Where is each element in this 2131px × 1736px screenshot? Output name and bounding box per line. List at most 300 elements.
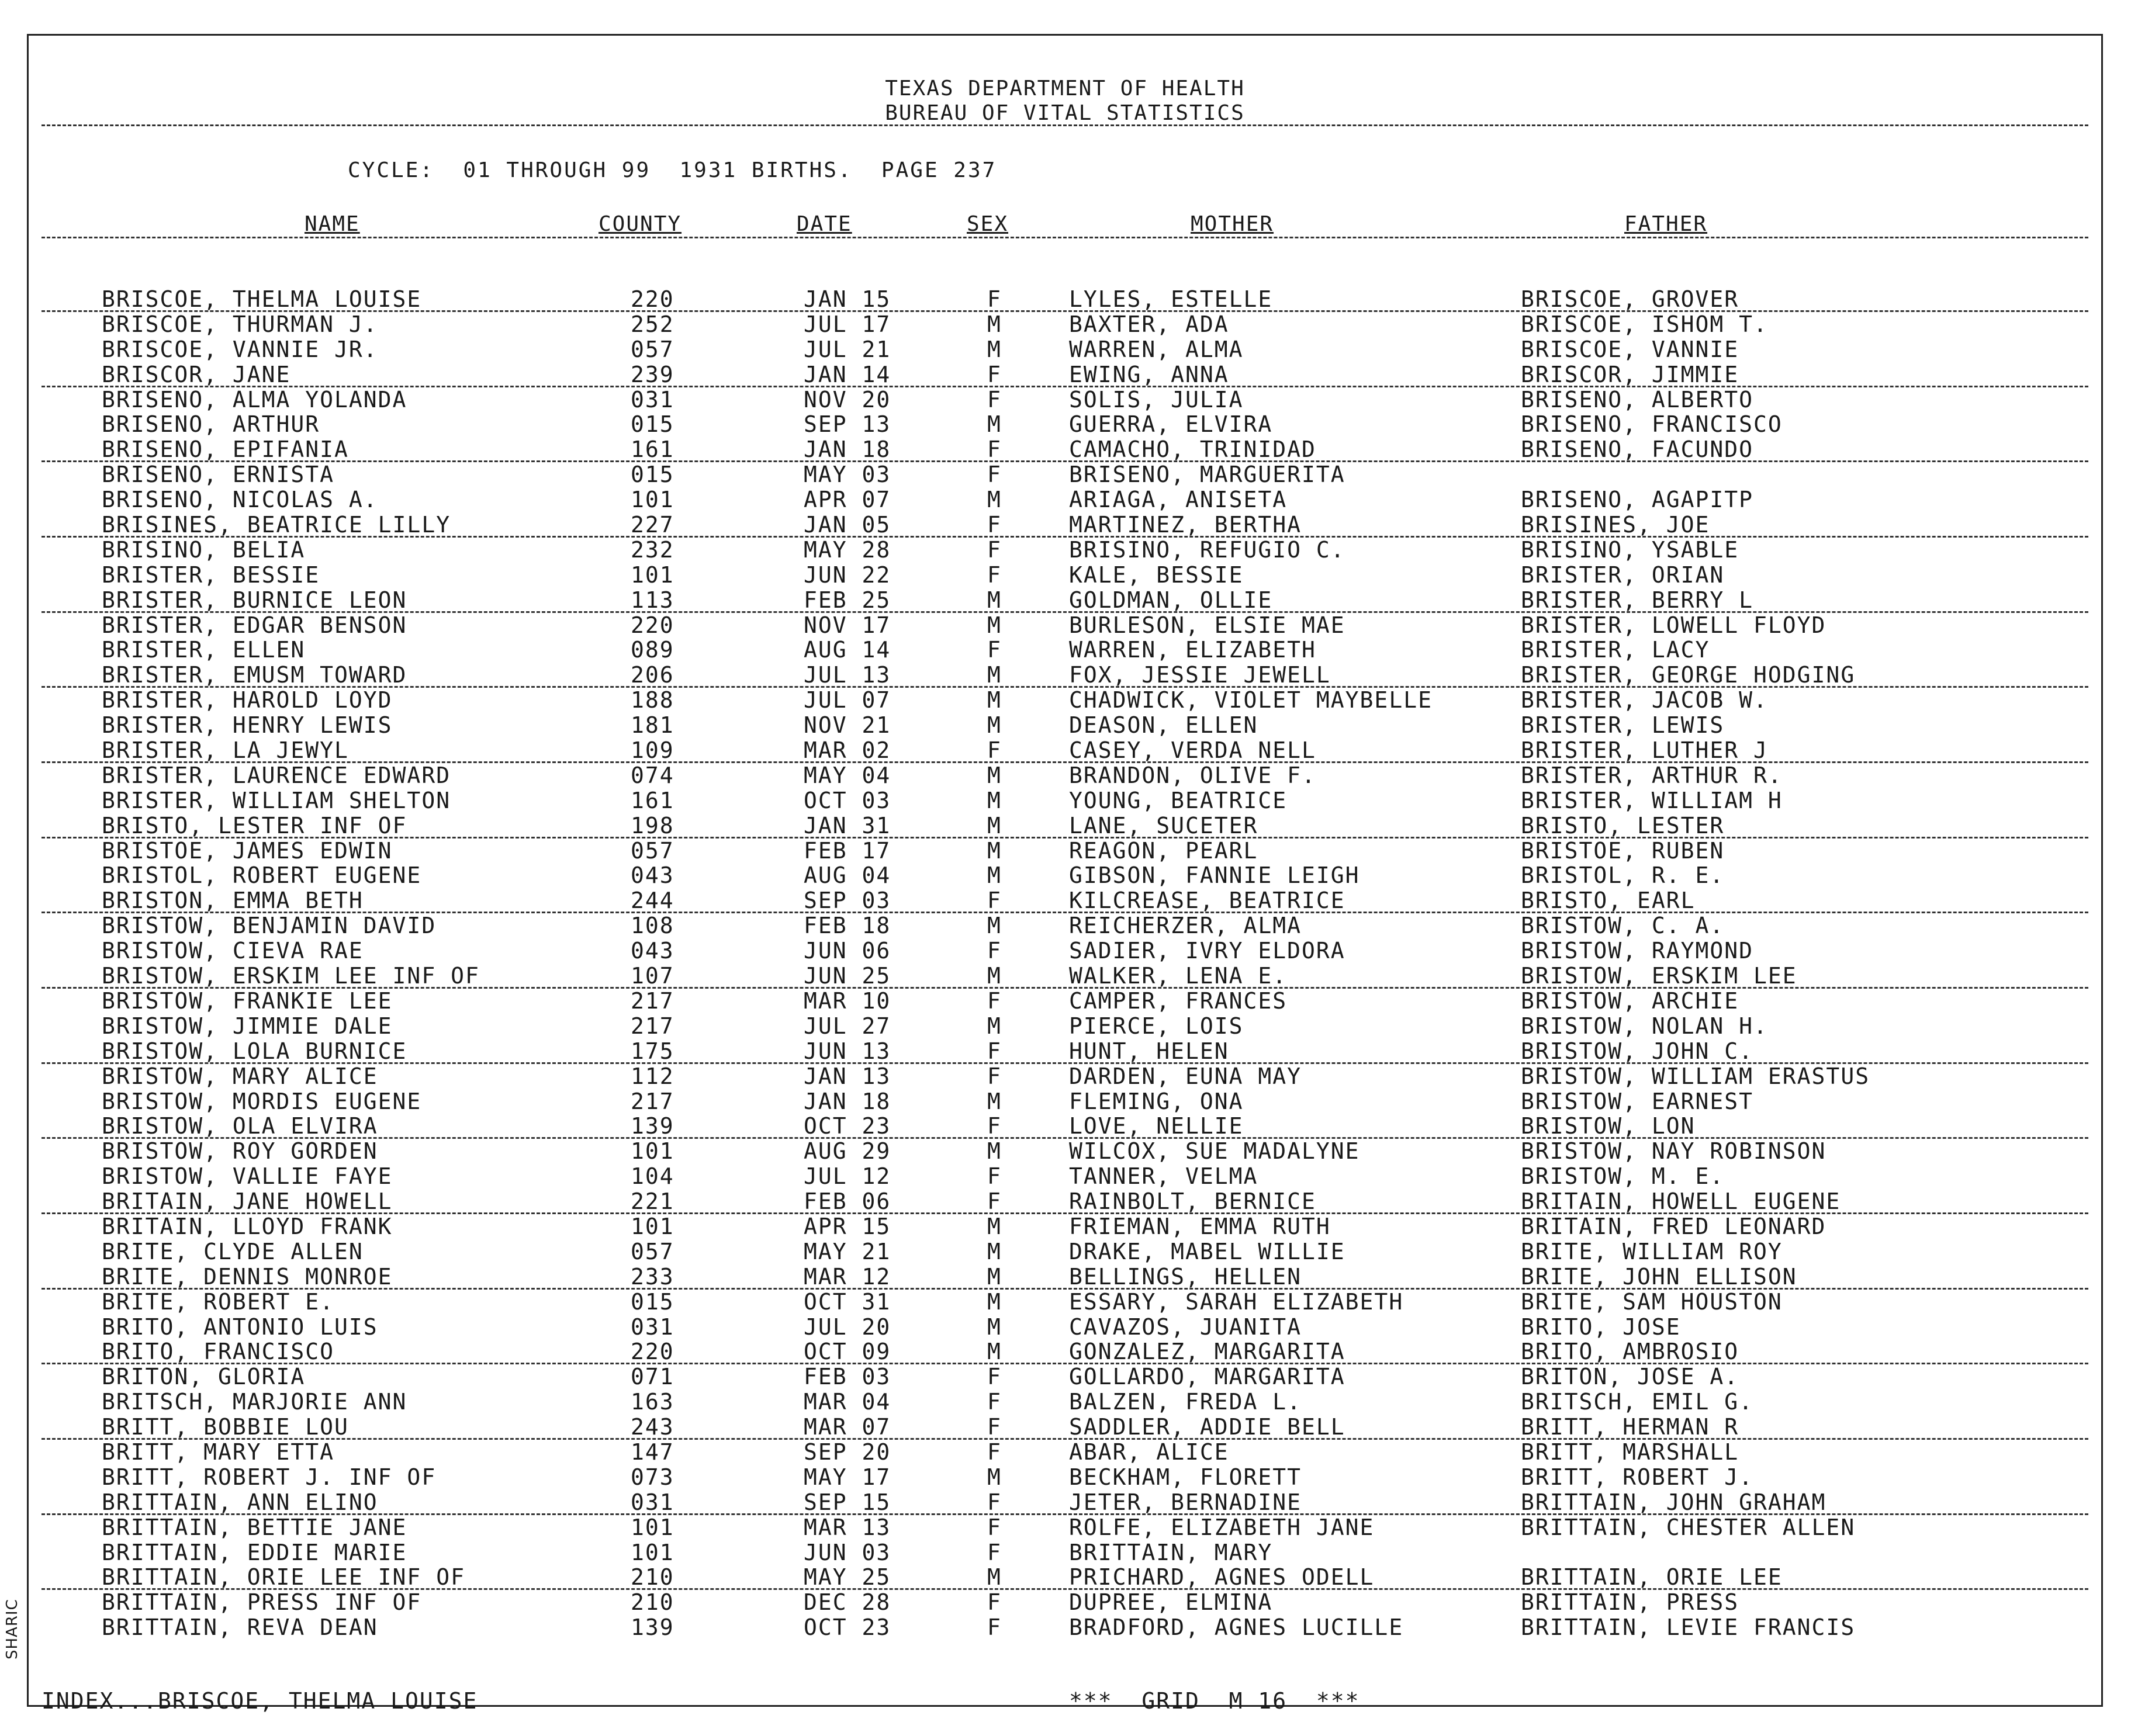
record-mother: KALE, BESSIE	[1069, 562, 1244, 588]
record-mother: BELLINGS, HELLEN	[1069, 1263, 1302, 1290]
record-mother: GOLLARDO, MARGARITA	[1069, 1364, 1345, 1390]
record-sex: F	[987, 938, 1002, 964]
record-mother: LYLES, ESTELLE	[1069, 286, 1273, 312]
index-footer: INDEX...BRISCOE, THELMA LOUISE	[41, 1688, 478, 1714]
record-county: 104	[631, 1163, 674, 1190]
record-county: 101	[631, 562, 674, 588]
record-date: JUL 27	[804, 1013, 891, 1039]
record-name: BRISINO, BELIA	[102, 536, 306, 563]
record-name: BRITO, ANTONIO LUIS	[102, 1314, 378, 1340]
record-father: BRISTOE, RUBEN	[1521, 837, 1725, 864]
record-name: BRITT, MARY ETTA	[102, 1439, 335, 1465]
record-mother: WALKER, LENA E.	[1069, 963, 1288, 989]
record-sex: F	[987, 512, 1002, 538]
record-sex: F	[987, 386, 1002, 413]
record-sex: M	[987, 587, 1002, 613]
record-father: BRISTER, LUTHER J	[1521, 737, 1768, 764]
record-father: BRISTOW, RAYMOND	[1521, 938, 1754, 964]
record-row	[29, 1440, 2101, 1465]
record-name: BRISENO, NICOLAS A.	[102, 487, 378, 513]
record-sex: M	[987, 1138, 1002, 1165]
record-county: 057	[631, 336, 674, 362]
record-sex: M	[987, 812, 1002, 838]
record-name: BRISTOW, FRANKIE LEE	[102, 987, 393, 1014]
record-name: BRITTAIN, ORIE LEE INF OF	[102, 1564, 465, 1591]
record-row	[29, 1540, 2101, 1565]
record-sex: F	[987, 361, 1002, 387]
record-mother: WARREN, ALMA	[1069, 336, 1244, 362]
column-header-date: DATE	[797, 212, 852, 236]
record-date: NOV 17	[804, 612, 891, 638]
record-name: BRISTOL, ROBERT EUGENE	[102, 862, 422, 889]
record-county: 198	[631, 812, 674, 838]
record-date: FEB 06	[804, 1188, 891, 1215]
record-county: 057	[631, 837, 674, 864]
record-father: BRISTER, LOWELL FLOYD	[1521, 612, 1826, 638]
record-date: JAN 31	[804, 812, 891, 838]
record-father: BRISENO, FRANCISCO	[1521, 411, 1783, 438]
record-name: BRISTER, ELLEN	[102, 637, 306, 663]
record-father: BRISCOE, GROVER	[1521, 286, 1739, 312]
record-sex: M	[987, 1238, 1002, 1264]
record-date: FEB 25	[804, 587, 891, 613]
record-mother: MARTINEZ, BERTHA	[1069, 512, 1302, 538]
column-header-mother: MOTHER	[1191, 212, 1274, 236]
record-date: FEB 17	[804, 837, 891, 864]
record-row	[29, 337, 2101, 362]
record-mother: CAVAZOS, JUANITA	[1069, 1314, 1302, 1340]
record-mother: FOX, JESSIE JEWELL	[1069, 662, 1331, 688]
record-row	[29, 738, 2101, 763]
record-date: MAR 12	[804, 1263, 891, 1290]
record-row	[29, 1315, 2101, 1340]
record-mother: EWING, ANNA	[1069, 361, 1229, 387]
record-father: BRISTER, ORIAN	[1521, 562, 1725, 588]
record-father: BRISTER, LACY	[1521, 637, 1710, 663]
department-title: TEXAS DEPARTMENT OF HEALTH	[885, 77, 1245, 101]
record-sex: F	[987, 1514, 1002, 1540]
record-county: 031	[631, 1489, 674, 1515]
record-name: BRISTOE, JAMES EDWIN	[102, 837, 393, 864]
record-name: BRITE, CLYDE ALLEN	[102, 1238, 364, 1264]
record-row	[29, 888, 2101, 913]
record-county: 217	[631, 1013, 674, 1039]
record-county: 161	[631, 787, 674, 813]
record-date: SEP 20	[804, 1439, 891, 1465]
record-row	[29, 1590, 2101, 1615]
record-row	[29, 1089, 2101, 1114]
record-name: BRISTOW, VALLIE FAYE	[102, 1163, 393, 1190]
record-name: BRISENO, EPIFANIA	[102, 436, 349, 463]
record-row	[29, 913, 2101, 938]
record-mother: CAMACHO, TRINIDAD	[1069, 436, 1316, 463]
record-county: 101	[631, 1514, 674, 1540]
record-mother: REICHERZER, ALMA	[1069, 913, 1302, 939]
record-name: BRISTER, EMUSM TOWARD	[102, 662, 407, 688]
record-sex: M	[987, 487, 1002, 513]
record-sex: F	[987, 888, 1002, 914]
record-row	[29, 763, 2101, 788]
column-header-father: FATHER	[1624, 212, 1708, 236]
record-sex: M	[987, 1288, 1002, 1315]
record-father: BRITSCH, EMIL G.	[1521, 1389, 1754, 1415]
record-mother: DARDEN, EUNA MAY	[1069, 1063, 1302, 1089]
record-father: BRISTOW, ARCHIE	[1521, 987, 1739, 1014]
record-date: SEP 13	[804, 411, 891, 438]
record-date: JUN 25	[804, 963, 891, 989]
record-date: MAR 10	[804, 987, 891, 1014]
record-sex: M	[987, 963, 1002, 989]
record-date: JUL 07	[804, 687, 891, 713]
record-county: 147	[631, 1439, 674, 1465]
record-name: BRISTOW, JIMMIE DALE	[102, 1013, 393, 1039]
record-county: 112	[631, 1063, 674, 1089]
record-county: 043	[631, 938, 674, 964]
record-county: 057	[631, 1238, 674, 1264]
record-name: BRISENO, ERNISTA	[102, 462, 335, 488]
record-name: BRISCOE, THELMA LOUISE	[102, 286, 422, 312]
record-sex: M	[987, 837, 1002, 864]
record-name: BRITO, FRANCISCO	[102, 1339, 335, 1365]
record-mother: FRIEMAN, EMMA RUTH	[1069, 1213, 1331, 1239]
record-name: BRISTOW, LOLA BURNICE	[102, 1038, 407, 1064]
record-father: BRISCOE, VANNIE	[1521, 336, 1739, 362]
record-name: BRISTOW, MORDIS EUGENE	[102, 1088, 422, 1114]
record-mother: JETER, BERNADINE	[1069, 1489, 1302, 1515]
record-sex: F	[987, 737, 1002, 764]
record-county: 188	[631, 687, 674, 713]
record-date: SEP 15	[804, 1489, 891, 1515]
record-sex: M	[987, 1339, 1002, 1365]
record-date: APR 07	[804, 487, 891, 513]
record-mother: DEASON, ELLEN	[1069, 712, 1258, 739]
record-county: 071	[631, 1364, 674, 1390]
record-date: JAN 18	[804, 1088, 891, 1114]
record-sex: F	[987, 1439, 1002, 1465]
record-name: BRISTER, HAROLD LOYD	[102, 687, 393, 713]
record-county: 163	[631, 1389, 674, 1415]
record-date: SEP 03	[804, 888, 891, 914]
record-father: BRISENO, AGAPITP	[1521, 487, 1754, 513]
record-date: NOV 20	[804, 386, 891, 413]
record-father: BRISTER, GEORGE HODGING	[1521, 662, 1856, 688]
record-row	[29, 838, 2101, 864]
record-mother: BALZEN, FREDA L.	[1069, 1389, 1302, 1415]
record-sex: M	[987, 1013, 1002, 1039]
record-sex: F	[987, 1163, 1002, 1190]
record-date: JUL 13	[804, 662, 891, 688]
birth-records-list	[29, 287, 2101, 1640]
record-name: BRISTER, EDGAR BENSON	[102, 612, 407, 638]
record-mother: DRAKE, MABEL WILLIE	[1069, 1238, 1345, 1264]
record-mother: BECKHAM, FLORETT	[1069, 1464, 1302, 1490]
record-date: AUG 04	[804, 862, 891, 889]
record-date: MAR 13	[804, 1514, 891, 1540]
record-father: BRITO, AMBROSIO	[1521, 1339, 1739, 1365]
record-mother: DUPREE, ELMINA	[1069, 1589, 1273, 1616]
record-row	[29, 1565, 2101, 1590]
record-row	[29, 487, 2101, 512]
record-mother: RAINBOLT, BERNICE	[1069, 1188, 1316, 1215]
record-father: BRITO, JOSE	[1521, 1314, 1681, 1340]
record-father: BRISTOW, NAY ROBINSON	[1521, 1138, 1826, 1165]
record-date: MAY 28	[804, 536, 891, 563]
record-county: 227	[631, 512, 674, 538]
record-sex: M	[987, 662, 1002, 688]
record-date: JAN 05	[804, 512, 891, 538]
record-date: OCT 03	[804, 787, 891, 813]
record-county: 217	[631, 1088, 674, 1114]
record-county: 161	[631, 436, 674, 463]
record-father: BRISTER, ARTHUR R.	[1521, 762, 1783, 788]
record-father: BRISTOW, ERSKIM LEE	[1521, 963, 1797, 989]
record-name: BRITTAIN, ANN ELINO	[102, 1489, 378, 1515]
record-name: BRISTER, HENRY LEWIS	[102, 712, 393, 739]
record-name: BRITSCH, MARJORIE ANN	[102, 1389, 407, 1415]
record-name: BRISTER, LAURENCE EDWARD	[102, 762, 451, 788]
record-sex: M	[987, 762, 1002, 788]
record-father: BRITT, HERMAN R	[1521, 1414, 1739, 1440]
record-father: BRITTAIN, CHESTER ALLEN	[1521, 1514, 1856, 1540]
record-father: BRISTER, WILLIAM H	[1521, 787, 1783, 813]
record-father: BRISTER, BERRY L	[1521, 587, 1754, 613]
bureau-title: BUREAU OF VITAL STATISTICS	[885, 101, 1245, 125]
record-row	[29, 1139, 2101, 1164]
record-county: 232	[631, 536, 674, 563]
record-sex: F	[987, 562, 1002, 588]
grid-footer: *** GRID M 16 ***	[1069, 1688, 1360, 1714]
record-name: BRISTON, EMMA BETH	[102, 888, 364, 914]
record-sex: F	[987, 1389, 1002, 1415]
record-county: 043	[631, 862, 674, 889]
record-county: 243	[631, 1414, 674, 1440]
record-county: 101	[631, 1138, 674, 1165]
record-sex: M	[987, 712, 1002, 739]
record-mother: BRISINO, REFUGIO C.	[1069, 536, 1345, 563]
record-row	[29, 688, 2101, 713]
record-name: BRITTAIN, REVA DEAN	[102, 1614, 378, 1641]
record-row	[29, 588, 2101, 613]
record-county: 031	[631, 1314, 674, 1340]
record-county: 031	[631, 386, 674, 413]
record-date: OCT 09	[804, 1339, 891, 1365]
record-father: BRISINES, JOE	[1521, 512, 1710, 538]
record-date: JUN 03	[804, 1539, 891, 1565]
record-county: 244	[631, 888, 674, 914]
record-county: 210	[631, 1564, 674, 1591]
record-name: BRISCOR, JANE	[102, 361, 291, 387]
record-date: MAY 03	[804, 462, 891, 488]
record-father: BRITAIN, FRED LEONARD	[1521, 1213, 1826, 1239]
record-row	[29, 1290, 2101, 1315]
record-father: BRISTOW, C. A.	[1521, 913, 1725, 939]
record-county: 101	[631, 1213, 674, 1239]
record-row	[29, 1214, 2101, 1239]
record-county: 073	[631, 1464, 674, 1490]
record-row	[29, 1064, 2101, 1089]
record-mother: GUERRA, ELVIRA	[1069, 411, 1273, 438]
record-sex: M	[987, 411, 1002, 438]
record-mother: HUNT, HELEN	[1069, 1038, 1229, 1064]
record-father: BRISTOL, R. E.	[1521, 862, 1725, 889]
record-row	[29, 938, 2101, 964]
record-name: BRITE, DENNIS MONROE	[102, 1263, 393, 1290]
record-name: BRISTER, WILLIAM SHELTON	[102, 787, 451, 813]
record-row	[29, 1189, 2101, 1214]
record-sex: F	[987, 1489, 1002, 1515]
record-father: BRITE, JOHN ELLISON	[1521, 1263, 1797, 1290]
record-father: BRISTOW, WILLIAM ERASTUS	[1521, 1063, 1870, 1089]
record-row	[29, 1339, 2101, 1364]
record-row	[29, 989, 2101, 1014]
record-name: BRISTOW, ROY GORDEN	[102, 1138, 378, 1165]
record-mother: REAGON, PEARL	[1069, 837, 1258, 864]
record-date: MAY 04	[804, 762, 891, 788]
record-sex: F	[987, 1188, 1002, 1215]
record-sex: M	[987, 1464, 1002, 1490]
record-row	[29, 1164, 2101, 1189]
record-date: AUG 29	[804, 1138, 891, 1165]
record-sex: F	[987, 1364, 1002, 1390]
record-date: JUN 06	[804, 938, 891, 964]
record-sex: M	[987, 862, 1002, 889]
record-county: 101	[631, 1539, 674, 1565]
record-sex: F	[987, 1414, 1002, 1440]
record-county: 108	[631, 913, 674, 939]
record-row	[29, 863, 2101, 888]
record-date: MAY 17	[804, 1464, 891, 1490]
record-row	[29, 813, 2101, 838]
record-row	[29, 1014, 2101, 1039]
record-father: BRITT, MARSHALL	[1521, 1439, 1739, 1465]
record-county: 015	[631, 1288, 674, 1315]
ledger-page	[27, 34, 2103, 1714]
record-county: 181	[631, 712, 674, 739]
record-name: BRITAIN, JANE HOWELL	[102, 1188, 393, 1215]
header-rule	[41, 124, 2088, 126]
record-sex: M	[987, 687, 1002, 713]
record-sex: F	[987, 286, 1002, 312]
record-sex: M	[987, 1564, 1002, 1591]
record-name: BRISTER, BURNICE LEON	[102, 587, 407, 613]
record-row	[29, 312, 2101, 337]
record-name: BRISENO, ALMA YOLANDA	[102, 386, 407, 413]
record-row	[29, 538, 2101, 563]
record-name: BRITTAIN, BETTIE JANE	[102, 1514, 407, 1540]
record-date: OCT 23	[804, 1113, 891, 1139]
record-father: BRITTAIN, PRESS	[1521, 1589, 1739, 1616]
record-row	[29, 563, 2101, 588]
record-mother: TANNER, VELMA	[1069, 1163, 1258, 1190]
record-name: BRISTO, LESTER INF OF	[102, 812, 407, 838]
record-county: 221	[631, 1188, 674, 1215]
record-name: BRITON, GLORIA	[102, 1364, 306, 1390]
column-header-county: COUNTY	[599, 212, 682, 236]
record-mother: CASEY, VERDA NELL	[1069, 737, 1316, 764]
record-row	[29, 287, 2101, 312]
record-county: 175	[631, 1038, 674, 1064]
record-father: BRISTOW, EARNEST	[1521, 1088, 1754, 1114]
record-father: BRITON, JOSE A.	[1521, 1364, 1739, 1390]
record-row	[29, 663, 2101, 688]
record-father: BRISTER, LEWIS	[1521, 712, 1725, 739]
record-mother: BRITTAIN, MARY	[1069, 1539, 1273, 1565]
record-row	[29, 613, 2101, 638]
record-mother: ARIAGA, ANISETA	[1069, 487, 1288, 513]
record-date: JUL 20	[804, 1314, 891, 1340]
side-label: SHARIC	[4, 1599, 21, 1659]
record-date: OCT 23	[804, 1614, 891, 1641]
record-sex: M	[987, 913, 1002, 939]
record-mother: GOLDMAN, OLLIE	[1069, 587, 1273, 613]
record-mother: BAXTER, ADA	[1069, 311, 1229, 337]
record-mother: WARREN, ELIZABETH	[1069, 637, 1316, 663]
record-row	[29, 1264, 2101, 1290]
record-date: MAR 07	[804, 1414, 891, 1440]
record-father: BRISENO, FACUNDO	[1521, 436, 1754, 463]
record-sex: F	[987, 462, 1002, 488]
record-father: BRISTOW, M. E.	[1521, 1163, 1725, 1190]
record-sex: F	[987, 1113, 1002, 1139]
record-date: NOV 21	[804, 712, 891, 739]
record-sex: F	[987, 987, 1002, 1014]
record-date: JUN 22	[804, 562, 891, 588]
record-father: BRISTO, LESTER	[1521, 812, 1725, 838]
record-county: 109	[631, 737, 674, 764]
record-sex: M	[987, 1263, 1002, 1290]
record-name: BRITE, ROBERT E.	[102, 1288, 335, 1315]
record-mother: SADDLER, ADDIE BELL	[1069, 1414, 1345, 1440]
record-name: BRITTAIN, EDDIE MARIE	[102, 1539, 407, 1565]
record-row	[29, 462, 2101, 487]
record-county: 101	[631, 487, 674, 513]
record-father: BRISINO, YSABLE	[1521, 536, 1739, 563]
record-mother: YOUNG, BEATRICE	[1069, 787, 1288, 813]
record-mother: GONZALEZ, MARGARITA	[1069, 1339, 1345, 1365]
record-row	[29, 1515, 2101, 1540]
record-name: BRISCOE, VANNIE JR.	[102, 336, 378, 362]
record-mother: PIERCE, LOIS	[1069, 1013, 1244, 1039]
record-county: 252	[631, 311, 674, 337]
record-name: BRITT, ROBERT J. INF OF	[102, 1464, 437, 1490]
cycle-line: CYCLE: 01 THROUGH 99 1931 BIRTHS. PAGE 237	[348, 158, 997, 182]
record-row	[29, 387, 2101, 413]
record-mother: BRADFORD, AGNES LUCILLE	[1069, 1614, 1404, 1641]
record-row	[29, 1415, 2101, 1440]
record-name: BRISTOW, MARY ALICE	[102, 1063, 378, 1089]
record-date: FEB 18	[804, 913, 891, 939]
column-header-sex: SEX	[967, 212, 1009, 236]
record-name: BRITTAIN, PRESS INF OF	[102, 1589, 422, 1616]
record-row	[29, 1390, 2101, 1415]
record-county: 210	[631, 1589, 674, 1616]
record-county: 220	[631, 1339, 674, 1365]
record-father: BRITE, SAM HOUSTON	[1521, 1288, 1783, 1315]
record-father: BRITE, WILLIAM ROY	[1521, 1238, 1783, 1264]
record-name: BRISTOW, OLA ELVIRA	[102, 1113, 378, 1139]
record-mother: WILCOX, SUE MADALYNE	[1069, 1138, 1360, 1165]
record-name: BRITT, BOBBIE LOU	[102, 1414, 349, 1440]
record-sex: M	[987, 1213, 1002, 1239]
record-mother: SADIER, IVRY ELDORA	[1069, 938, 1345, 964]
record-county: 220	[631, 286, 674, 312]
record-sex: M	[987, 612, 1002, 638]
record-sex: M	[987, 1088, 1002, 1114]
record-name: BRISTER, LA JEWYL	[102, 737, 349, 764]
record-date: JAN 18	[804, 436, 891, 463]
record-county: 220	[631, 612, 674, 638]
record-county: 113	[631, 587, 674, 613]
